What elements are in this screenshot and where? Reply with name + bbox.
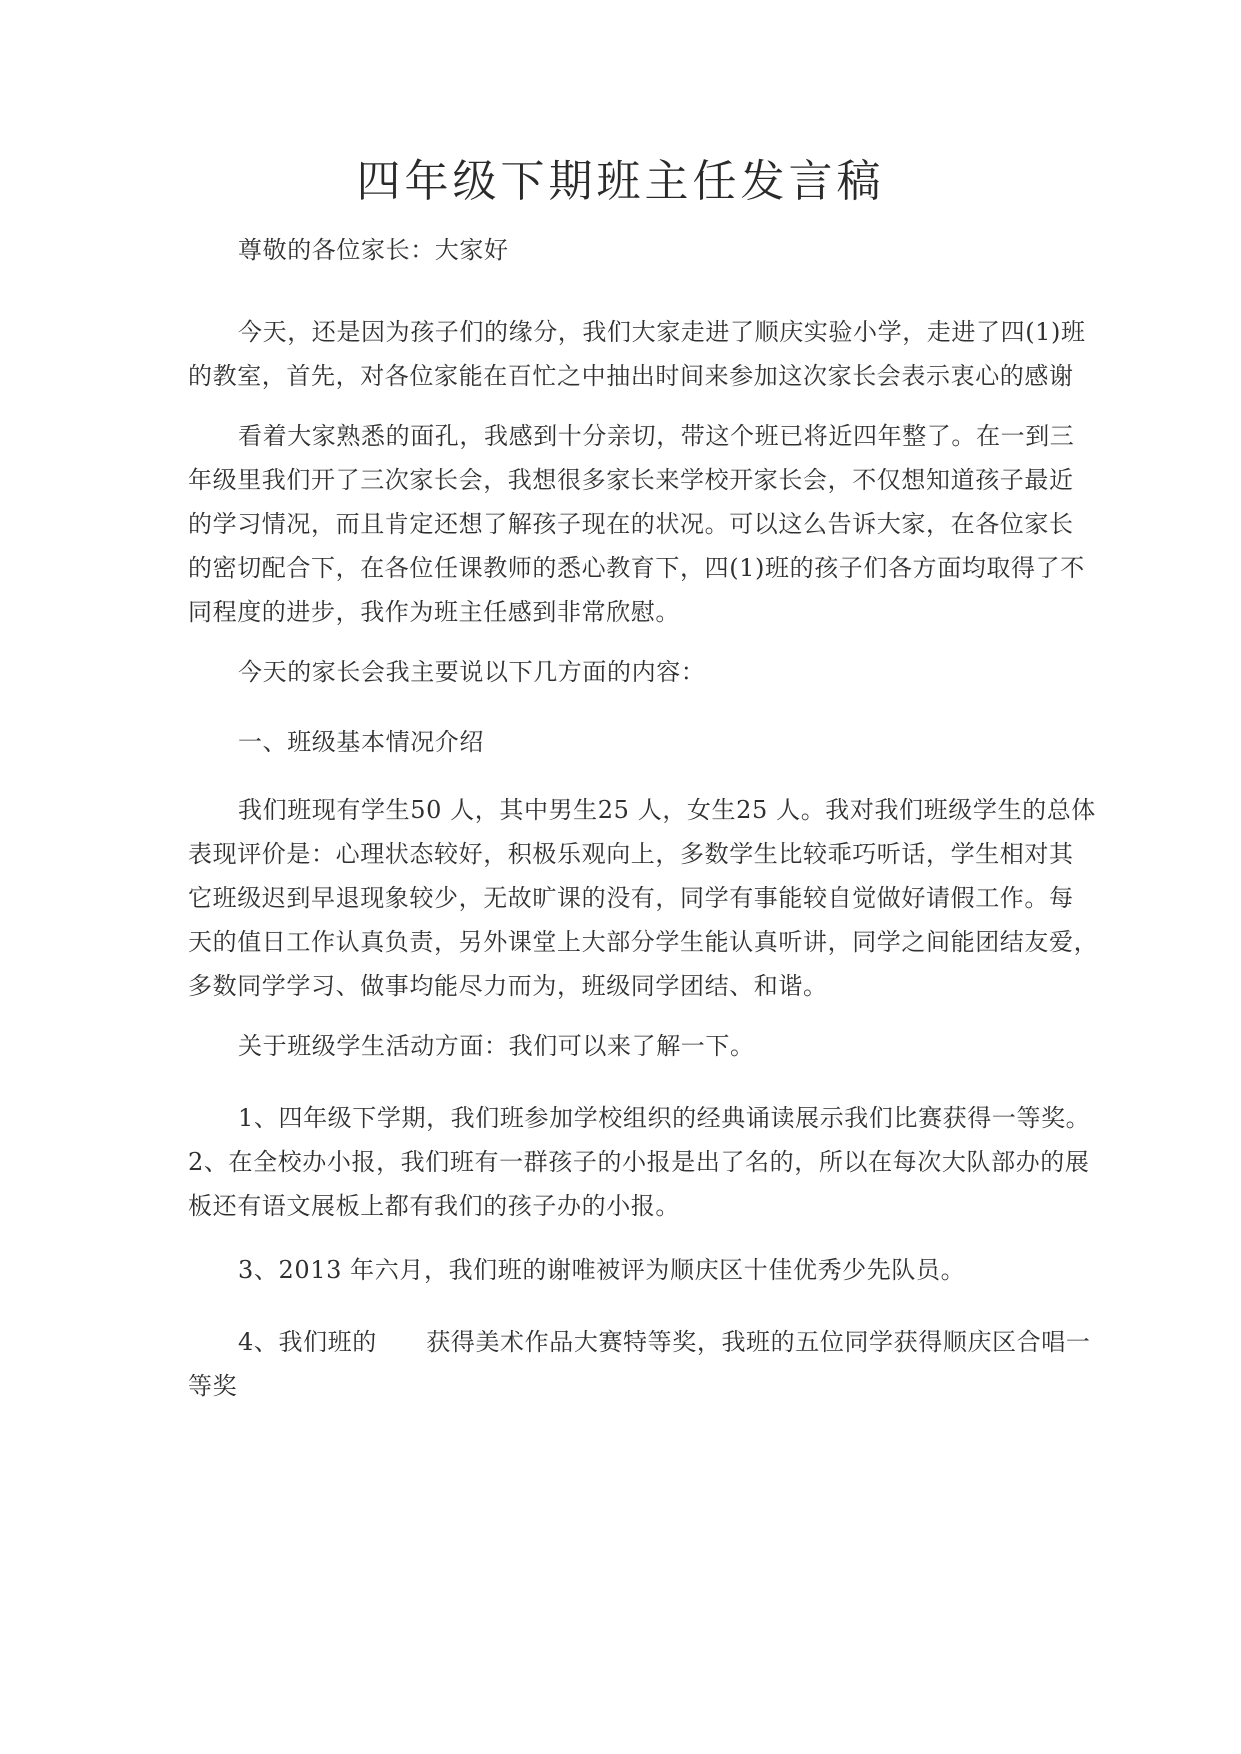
text-line: 天的值日工作认真负责，另外课堂上大部分学生能认真听讲，同学之间能团结友爱， bbox=[188, 928, 1099, 956]
text-line: 的密切配合下，在各位任课教师的悉心教育下，四(1)班的孩子们各方面均取得了不 bbox=[188, 554, 1085, 582]
text-line: 年级里我们开了三次家长会，我想很多家长来学校开家长会，不仅想知道孩子最近 bbox=[188, 466, 1074, 494]
paragraph-art-award bbox=[188, 1320, 1091, 1408]
paragraph-activities-intro bbox=[188, 1024, 1068, 1068]
text-line: 关于班级学生活动方面：我们可以来了解一下。 bbox=[238, 1032, 755, 1060]
text-line: 的教室，首先，对各位家能在百忙之中抽出时间来参加这次家长会表示衷心的感谢 bbox=[188, 362, 1074, 390]
text-line: 看着大家熟悉的面孔，我感到十分亲切，带这个班已将近四年整了。在一到三 bbox=[238, 422, 1075, 450]
paragraph-activities-list bbox=[188, 1096, 1091, 1228]
paragraph-intro bbox=[188, 310, 1086, 398]
paragraph-familiar-faces bbox=[188, 414, 1085, 634]
paragraph-agenda bbox=[188, 650, 1068, 694]
text-line: 2、在全校办小报，我们班有一群孩子的小报是出了名的，所以在每次大队部办的展 bbox=[188, 1148, 1090, 1176]
text-line: 1、四年级下学期，我们班参加学校组织的经典诵读展示我们比赛获得一等奖。 bbox=[238, 1104, 1091, 1132]
document-title: 四年级下期班主任发言稿 bbox=[356, 156, 885, 207]
text-line: 等奖 bbox=[188, 1372, 238, 1400]
paragraph-greeting bbox=[188, 228, 1068, 272]
text-line: 它班级迟到早退现象较少，无故旷课的没有，同学有事能较自觉做好请假工作。每 bbox=[188, 884, 1074, 912]
text-line: 一、班级基本情况介绍 bbox=[238, 728, 484, 756]
text-line: 多数同学学习、做事均能尽力而为，班级同学团结、和谐。 bbox=[188, 972, 828, 1000]
text-line: 尊敬的各位家长：大家好 bbox=[238, 236, 509, 264]
text-line: 3、2013 年六月，我们班的谢唯被评为顺庆区十佳优秀少先队员。 bbox=[238, 1256, 966, 1284]
text-line: 4、我们班的 获得美术作品大赛特等奖，我班的五位同学获得顺庆区合唱一 bbox=[238, 1328, 1091, 1356]
paragraph-class-stats bbox=[188, 788, 1099, 1008]
text-line: 板还有语文展板上都有我们的孩子办的小报。 bbox=[188, 1192, 680, 1220]
text-line: 表现评价是：心理状态较好，积极乐观向上，多数学生比较乖巧听话，学生相对其 bbox=[188, 840, 1074, 868]
text-line: 同程度的进步，我作为班主任感到非常欣慰。 bbox=[188, 598, 680, 626]
section-heading-class-overview bbox=[188, 720, 1068, 764]
paragraph-award-2013 bbox=[188, 1248, 1068, 1292]
text-line: 今天的家长会我主要说以下几方面的内容： bbox=[238, 658, 706, 686]
text-line: 我们班现有学生50 人，其中男生25 人，女生25 人。我对我们班级学生的总体 bbox=[238, 796, 1096, 824]
text-line: 今天，还是因为孩子们的缘分，我们大家走进了顺庆实验小学，走进了四(1)班 bbox=[238, 318, 1086, 346]
text-line: 的学习情况，而且肯定还想了解孩子现在的状况。可以这么告诉大家，在各位家长 bbox=[188, 510, 1074, 538]
